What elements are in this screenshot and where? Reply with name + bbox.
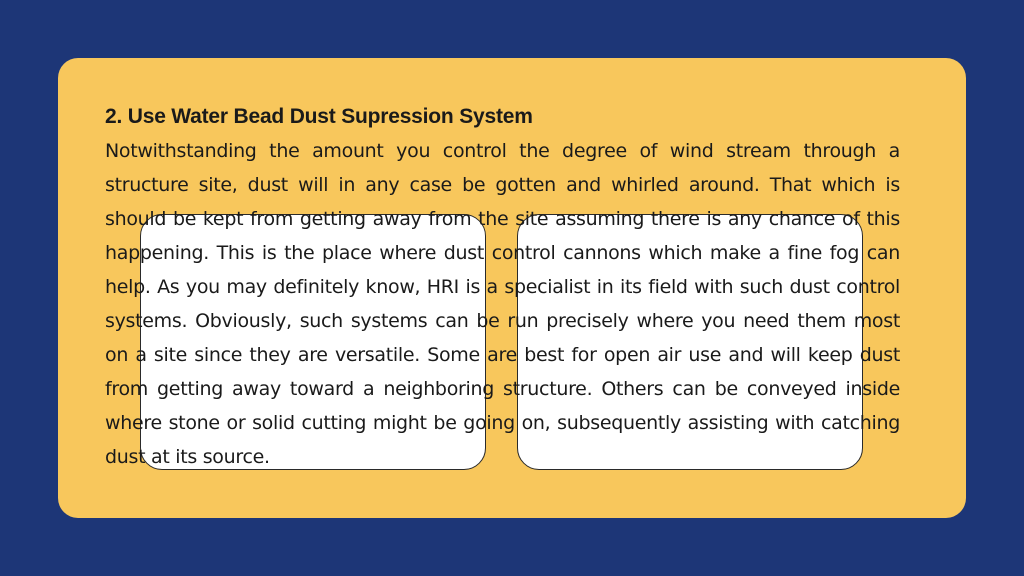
text-content	[105, 100, 900, 474]
section-body: Notwithstanding the amount you control the degree of wind stream through a structure site, dust will in any case be gotten and whirled around. That which is should be kept from getting away from the site assuming there is any chance of this happening. This is the place where dust control cannons which make a fine fog can help. As you may definitely know, HRI is a specialist in its field with such dust control systems. Obviously, such systems can be run precisely where you need them most on a site since they are versatile. Some are best for open air use and will keep dust from getting away toward a neighboring structure. Others can be conveyed inside where stone or solid cutting might be going on, subsequently assisting with catching dust at its source.	[105, 140, 900, 468]
section-heading: 2. Use Water Bead Dust Supression System	[105, 105, 533, 128]
